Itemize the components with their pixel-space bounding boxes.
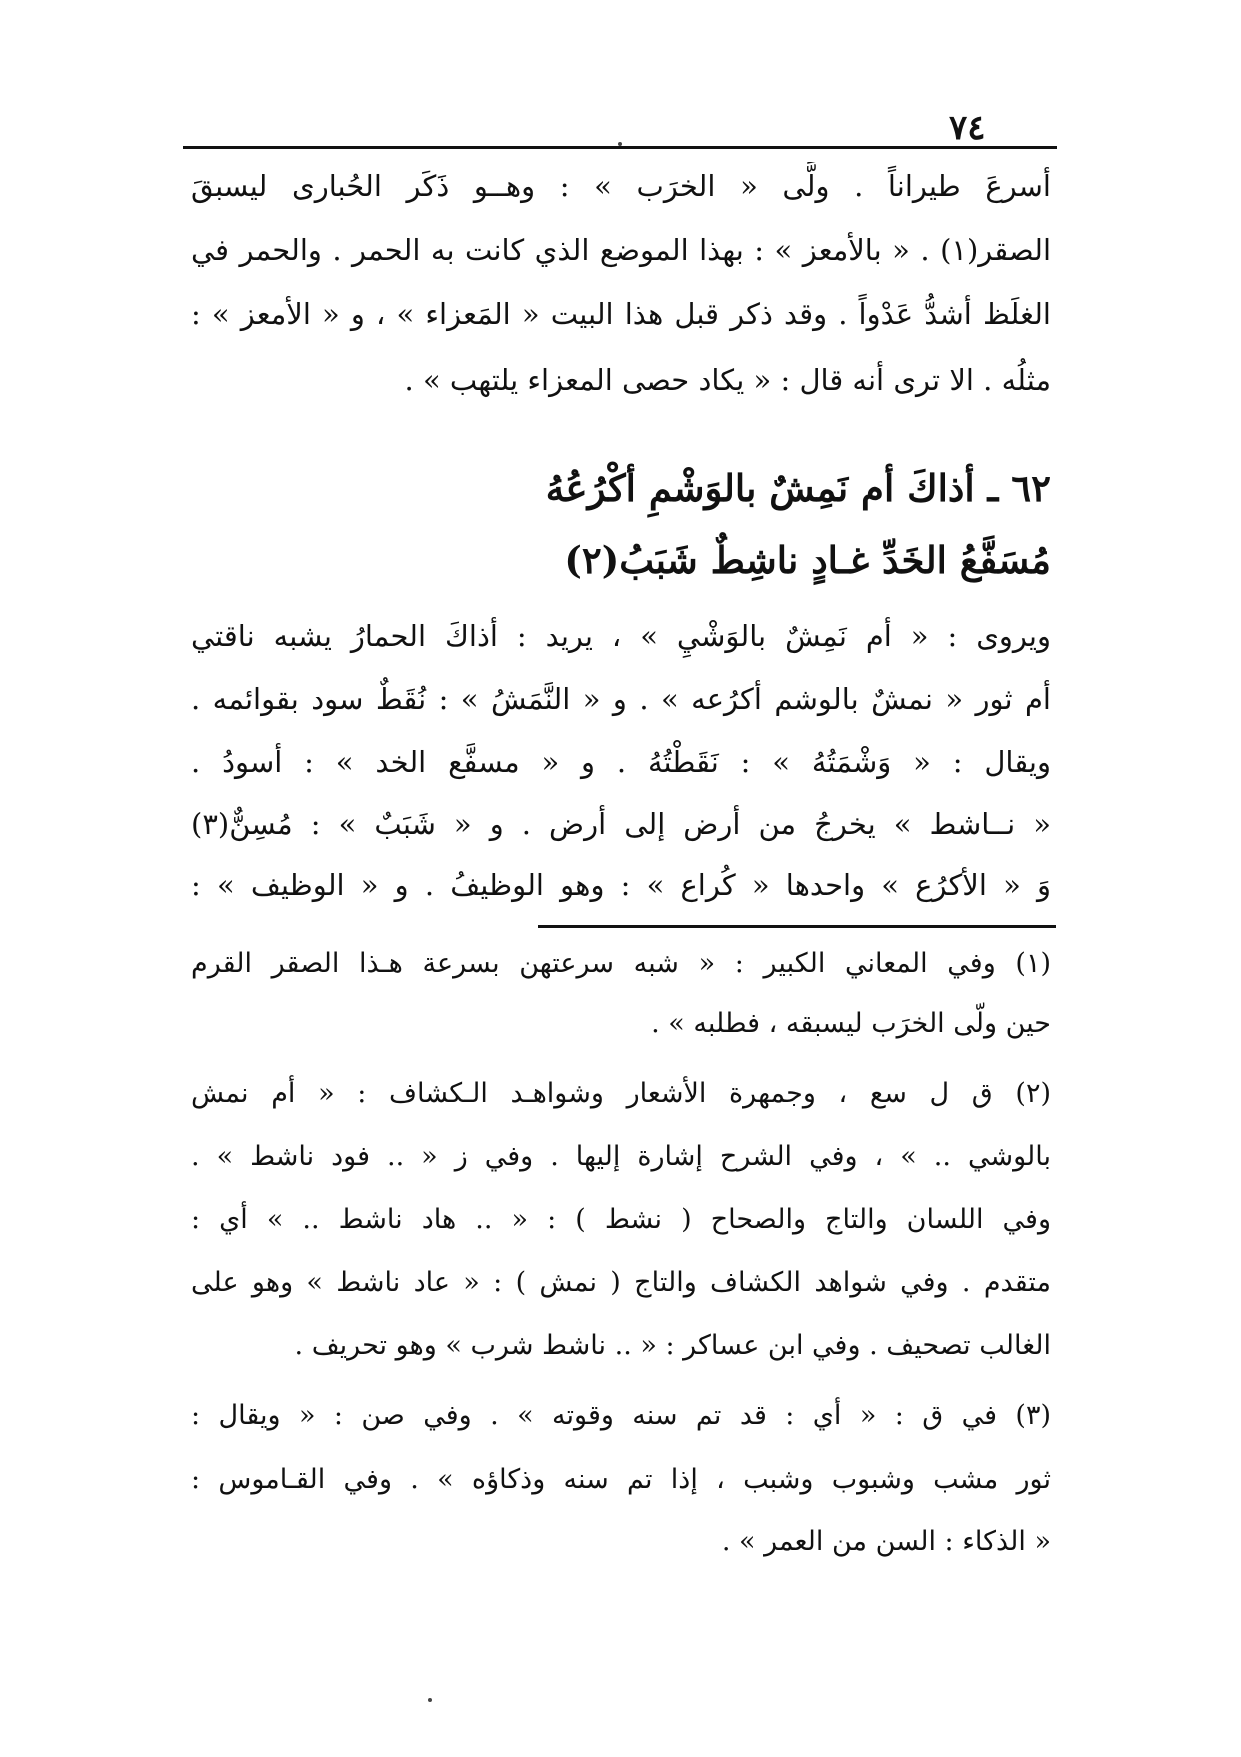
- body-line: أم ثور « نمشٌ بالوشم أكرُعه » . و « النَّمَشُ » : نُقَطٌ سود بقوائمه .: [191, 682, 1051, 716]
- print-speck: [618, 142, 622, 146]
- footnote-2-line: بالوشي .. » ، وفي الشرح إشارة إليها . وفي ز « .. فود ناشط » .: [191, 1141, 1051, 1172]
- footnote-rule: [538, 925, 1056, 928]
- body-line: مثلُه . الا ترى أنه قال : « يكاد حصى المعزاء يلتهب » .: [404, 363, 1051, 397]
- body-line: ويروى : « أم نَمِشٌ بالوَشْيِ » ، يريد : أذاكَ الحمارُ يشبه ناقتي: [191, 619, 1051, 653]
- header-rule: [183, 146, 1057, 149]
- body-line: الغلَظ أشدُّ عَدْواً . وقد ذكر قبل هذا البيت « المَعزاء » ، و « الأمعز » :: [191, 297, 1051, 331]
- body-line: وَ « الأكرُع » واحدها « كُراع » : وهو الوظيفُ . و « الوظيف » :: [191, 868, 1051, 902]
- footnote-2-line: متقدم . وفي شواهد الكشاف والتاج ( نمش ) : « عاد ناشط » وهو على: [191, 1267, 1051, 1298]
- footnote-3-line: « الذكاء : السن من العمر » .: [721, 1526, 1051, 1557]
- body-line: أسرعَ طيراناً . ولَّى « الخرَب » : وهــو ذَكَر الحُبارى ليسبقَ: [191, 169, 1051, 203]
- page-number: ٧٤: [949, 108, 986, 148]
- verse-line-2: مُسَفَّعُ الخَدِّ غـادٍ ناشِطٌ شَبَبُ(٢): [564, 538, 1051, 582]
- footnote-2-line: (٢) ق ل سع ، وجمهرة الأشعار وشواهـد الـكشاف : « أم نمش: [191, 1078, 1051, 1109]
- body-line: ويقال : « وَشْمَتُهُ » : نَقَطْتُهُ . و « مسفَّع الخد » : أسودُ .: [191, 745, 1051, 779]
- print-speck: [428, 1698, 432, 1702]
- footnote-1-line: (١) وفي المعاني الكبير : « شبه سرعتهن بسرعة هـذا الصقر القرم: [191, 948, 1051, 979]
- verse-line-1: ٦٢ ـ أذاكَ أم نَمِشٌ بالوَشْمِ أكْرُعُهُ: [545, 466, 1051, 510]
- footnote-1-line: حين ولّى الخرَب ليسبقه ، فطلبه » .: [651, 1008, 1051, 1039]
- footnote-2-line: الغالب تصحيف . وفي ابن عساكر : « .. ناشط شرب » وهو تحريف .: [294, 1330, 1051, 1361]
- footnote-3-line: (٣) في ق : « أي : قد تم سنه وقوته » . وفي صن : « ويقال :: [191, 1400, 1051, 1431]
- footnote-2-line: وفي اللسان والتاج والصحاح ( نشط ) : « .. هاد ناشط .. » أي :: [191, 1204, 1051, 1235]
- footnote-3-line: ثور مشب وشبوب وشبب ، إذا تم سنه وذكاؤه » . وفي القـاموس :: [191, 1464, 1051, 1495]
- body-line: « نــاشط » يخرجُ من أرض إلى أرض . و « شَبَبٌ » : مُسِنٌّ(٣): [191, 807, 1051, 841]
- body-line: الصقر(١) . « بالأمعز » : بهذا الموضع الذي كانت به الحمر . والحمر في: [191, 233, 1051, 267]
